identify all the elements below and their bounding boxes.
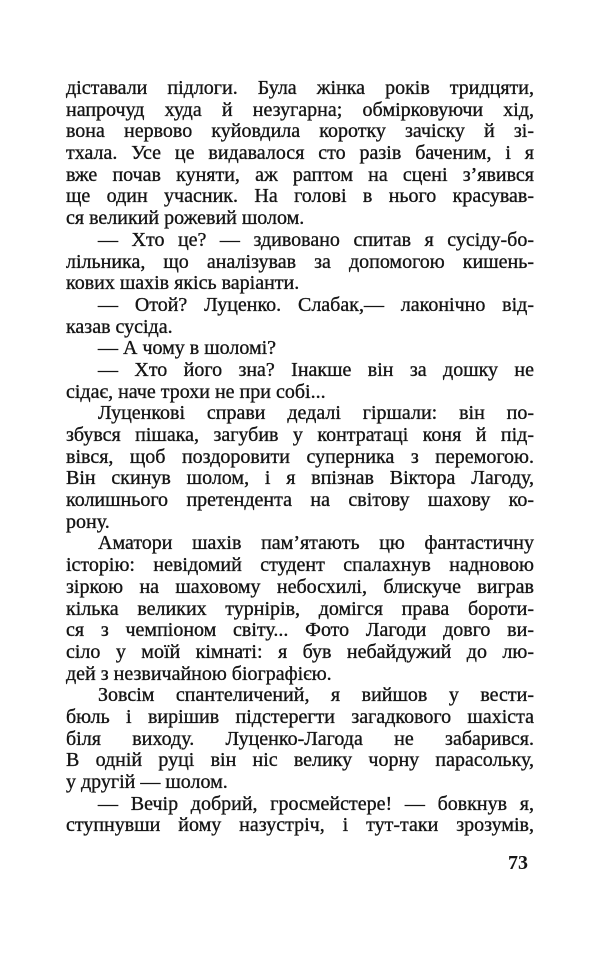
text-line: — Хто його зна? Інакше він за дошку не [98, 358, 534, 381]
text-line: Він скинув шолом, і я впізнав Віктора Лагоду, [66, 467, 534, 490]
text-line: — А чому в шоломі? [98, 337, 277, 360]
text-line: ся великий рожевий шолом. [66, 207, 305, 230]
text-line: Луценкові справи дедалі гіршали: він по- [98, 402, 534, 425]
text-line: дей з незвичайною біографією. [66, 662, 332, 685]
text-line: ступнувши йому назустріч, і тут-таки зрозумів, [66, 814, 534, 837]
text-line: зіркою на шаховому небосхилі, блискуче виграв [66, 575, 534, 598]
text-line: збувся пішака, загубив у контратаці коня й під- [66, 424, 534, 446]
text-line: біля виходу. Луценко-Лагода не забарився. [66, 727, 534, 750]
text-line: — Хто це? — здивовано спитав я сусіду-бо- [98, 228, 534, 251]
text-line: казав сусіда. [66, 315, 173, 338]
text-line: лільника, що аналізував за допомогою кишень- [66, 250, 534, 273]
text-line: рону. [66, 510, 110, 533]
text-line: ся з чемпіоном світу... Фото Лагоди довго ви- [66, 619, 534, 642]
text-line: — Отой? Луценко. Слабак,— лаконічно від- [98, 293, 534, 316]
page-body-text [66, 78, 534, 837]
text-line: сіло у моїй кімнаті: я був небайдужий до лю- [66, 640, 534, 663]
text-line: кілька великих турнірів, домігся права бороти- [66, 597, 534, 620]
text-line: вівся, щоб поздоровити суперника з перемогою. [66, 445, 534, 468]
text-line: Зовсім спантеличений, я вийшов у вести- [98, 684, 534, 707]
text-line: ще один учасник. На голові в нього красував- [66, 185, 534, 208]
text-line: Аматори шахів пам’ятають цю фантастичну [98, 532, 534, 555]
text-line: — Вечір добрий, гросмейстере! — бовкнув я, [98, 792, 534, 815]
text-line: тхала. Усе це видавалося сто разів баченим, і я [66, 142, 534, 165]
text-line: кових шахів якісь варіанти. [66, 272, 300, 295]
text-line: напрочуд худа й незугарна; обмірковуючи хід, [66, 98, 534, 121]
text-line: бюль і вирішив підстерегти загадкового шахіста [66, 705, 534, 728]
text-line: колишнього претендента на світову шахову ко- [66, 489, 534, 512]
text-line: дiставали підлоги. Була жінка років тридцяти, [66, 77, 534, 99]
text-line: у другій — шолом. [66, 771, 228, 793]
text-line: В одній руці він ніс велику чорну парасольку, [66, 749, 534, 772]
text-line: вона нервово куйовдила коротку зачіску й зі- [66, 120, 534, 143]
page-number: 73 [508, 852, 528, 874]
text-line: історію: невідомий студент спалахнув надновою [66, 554, 534, 577]
text-line: вже почав куняти, аж раптом на сцені з’явився [66, 163, 534, 186]
text-line: сідає, наче трохи не при собі... [66, 380, 326, 403]
